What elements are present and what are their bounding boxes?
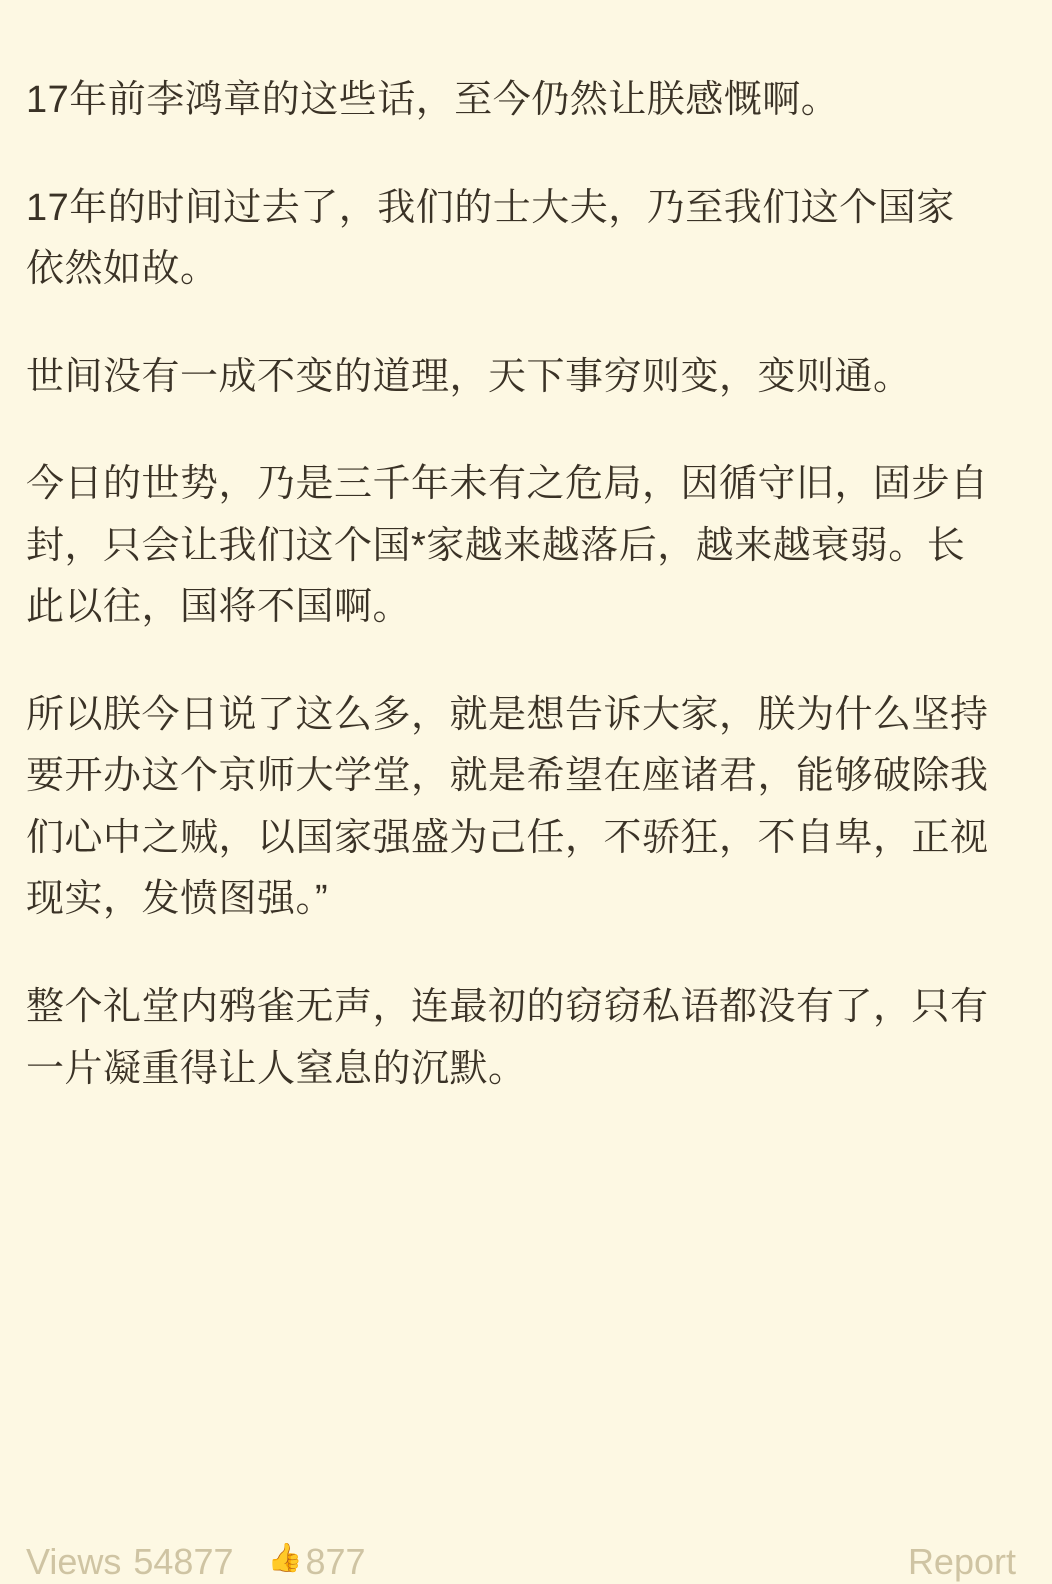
paragraph: 17年前李鸿章的这些话，至今仍然让朕感慨啊。 xyxy=(26,79,840,121)
paragraph: 今日的世势，乃是三千年未有之危局，因循守旧，固步自封，只会让我们这个国*家越来越落后，越来越衰弱。长此以往，国将不国啊。 xyxy=(26,463,989,629)
thumbs-up-icon[interactable] xyxy=(268,1549,294,1575)
paragraph: 世间没有一成不变的道理，天下事穷则变，变则通。 xyxy=(26,355,912,398)
views-count: 54877 xyxy=(133,1541,234,1583)
article-footer xyxy=(26,1540,1016,1584)
like-stat[interactable] xyxy=(268,1542,366,1582)
views-label: Views xyxy=(26,1541,122,1583)
like-count: 877 xyxy=(305,1541,366,1583)
paragraph: 17年的时间过去了，我们的士大夫，乃至我们这个国家依然如故。 xyxy=(26,186,955,291)
views-stat xyxy=(26,1542,234,1582)
footer-stats xyxy=(26,1542,366,1582)
paragraph: 整个礼堂内鸦雀无声，连最初的窃窃私语都没有了，只有一片凝重得让人窒息的沉默。 xyxy=(26,986,989,1090)
paragraph: 所以朕今日说了这么多，就是想告诉大家，朕为什么坚持要开办这个京师大学堂，就是希望在座诸君，能够破除我们心中之贼，以国家强盛为己任，不骄狂，不自卑，正视现实，发愤图强。” xyxy=(26,693,989,921)
report-button[interactable]: Report xyxy=(907,1541,1016,1583)
